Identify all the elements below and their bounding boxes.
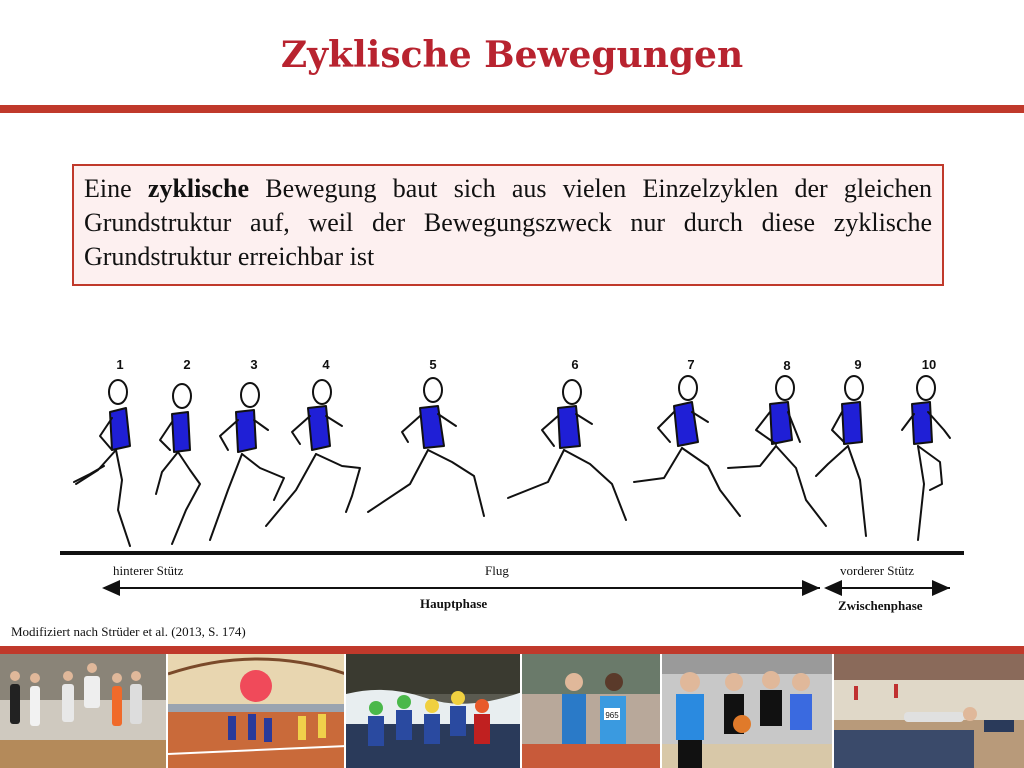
running-cycle-figure xyxy=(60,350,964,622)
basketball-photo xyxy=(662,654,834,768)
phase-label-front-support: vorderer Stütz xyxy=(840,563,915,578)
frame-number-6: 6 xyxy=(571,357,579,372)
phase-label-rear-support: hinterer Stütz xyxy=(113,563,184,578)
runner-figure-5 xyxy=(368,378,484,516)
gym-ball-game-photo xyxy=(168,654,346,768)
photo-strip xyxy=(0,654,1024,768)
track-race-photo xyxy=(522,654,662,768)
runner-figure-4 xyxy=(266,380,360,526)
runner-figure-9 xyxy=(816,376,866,536)
frame-number-8: 8 xyxy=(783,358,791,373)
phase-label-main: Hauptphase xyxy=(420,596,488,611)
source-citation: Modifiziert nach Strüder et al. (2013, S. 174) xyxy=(11,624,246,639)
definition-prefix: Eine xyxy=(84,174,148,203)
bottom-divider xyxy=(0,646,1024,654)
definition-text: Bewegung baut sich aus vielen Einzelzyklen der gleichen Grundstruktur auf, weil der Bewegungszweck nur durch diese zyklische Grundstruktur erreichbar ist xyxy=(84,174,932,271)
frame-number-9: 9 xyxy=(854,357,862,372)
group-exercise-photo xyxy=(0,654,168,768)
svg-text:965: 965 xyxy=(605,711,619,720)
frame-number-2: 2 xyxy=(183,357,191,372)
frame-number-4: 4 xyxy=(322,357,330,372)
phase-label-flight: Flug xyxy=(485,563,509,578)
definition-keyword: zyklische xyxy=(147,174,250,203)
title-divider xyxy=(0,105,1024,113)
runner-figure-7 xyxy=(634,376,740,516)
frame-number-7: 7 xyxy=(687,357,695,372)
definition-box xyxy=(72,164,944,286)
frame-number-10: 10 xyxy=(921,357,937,372)
runner-figure-2 xyxy=(156,384,200,544)
frame-number-1: 1 xyxy=(116,357,124,372)
frame-number-5: 5 xyxy=(429,357,437,372)
runner-figure-10 xyxy=(902,376,950,540)
phase-label-intermediate: Zwischenphase xyxy=(838,598,923,613)
runner-figure-6 xyxy=(508,380,626,520)
slide-title: Zyklische Bewegungen xyxy=(280,34,744,76)
running-cycle-diagram xyxy=(60,350,964,622)
runner-figure-1 xyxy=(74,380,130,546)
rafting-photo xyxy=(346,654,522,768)
runner-figure-8 xyxy=(728,376,826,526)
gym-pushup-photo xyxy=(834,654,1024,768)
frame-number-3: 3 xyxy=(250,357,258,372)
